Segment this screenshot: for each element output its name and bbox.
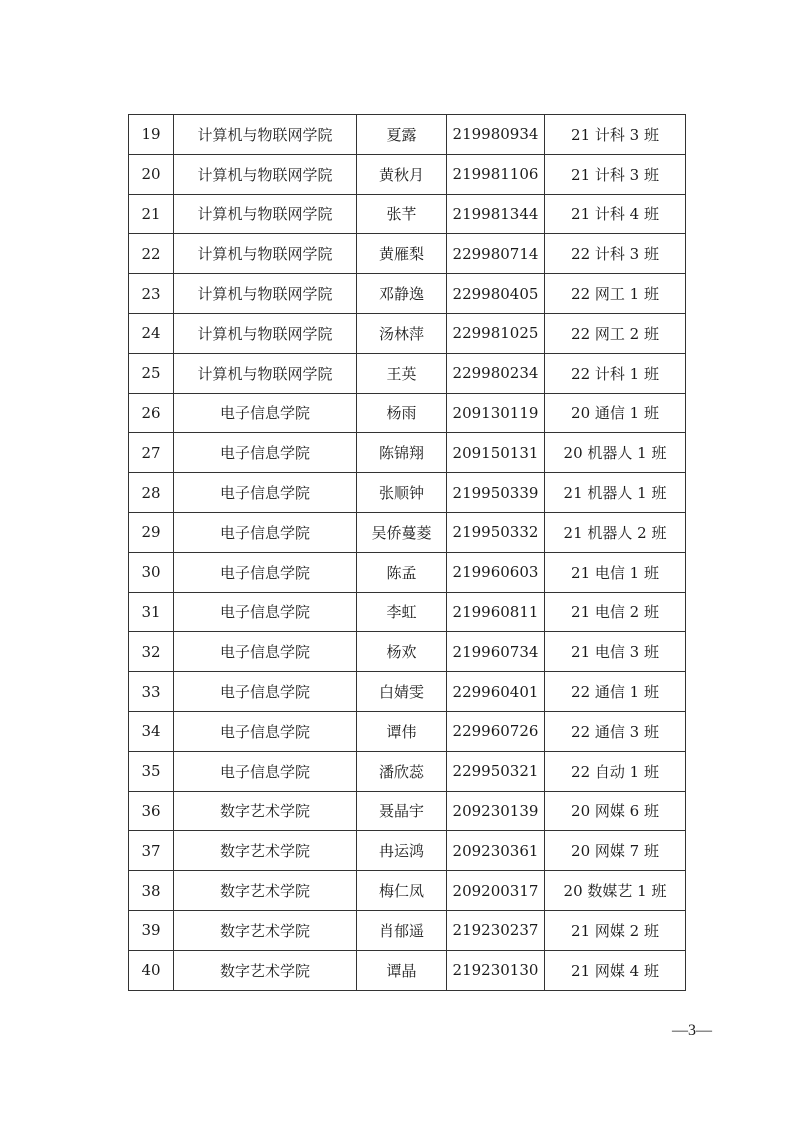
class-cell: 21 网媒 2 班 xyxy=(545,910,686,950)
college-cell: 计算机与物联网学院 xyxy=(174,313,357,353)
student-id-cell: 219980934 xyxy=(447,115,545,155)
row-number-cell: 34 xyxy=(129,711,174,751)
page-number: —3— xyxy=(672,1022,712,1039)
student-name-cell: 潘欣蕊 xyxy=(357,751,447,791)
class-cell: 22 通信 3 班 xyxy=(545,711,686,751)
class-cell: 22 网工 2 班 xyxy=(545,313,686,353)
college-cell: 电子信息学院 xyxy=(174,711,357,751)
row-number-cell: 35 xyxy=(129,751,174,791)
student-name-cell: 杨欢 xyxy=(357,632,447,672)
college-cell: 电子信息学院 xyxy=(174,512,357,552)
college-cell: 电子信息学院 xyxy=(174,632,357,672)
student-name-cell: 邓静逸 xyxy=(357,274,447,314)
college-cell: 电子信息学院 xyxy=(174,433,357,473)
row-number-cell: 29 xyxy=(129,512,174,552)
class-cell: 20 机器人 1 班 xyxy=(545,433,686,473)
table-row xyxy=(129,751,686,791)
class-cell: 21 电信 3 班 xyxy=(545,632,686,672)
college-cell: 电子信息学院 xyxy=(174,751,357,791)
table-row xyxy=(129,791,686,831)
student-name-cell: 张顺钟 xyxy=(357,473,447,513)
student-name-cell: 汤林萍 xyxy=(357,313,447,353)
student-id-cell: 219950339 xyxy=(447,473,545,513)
student-name-cell: 吴侨蔓菱 xyxy=(357,512,447,552)
table-row xyxy=(129,433,686,473)
class-cell: 21 机器人 1 班 xyxy=(545,473,686,513)
row-number-cell: 30 xyxy=(129,552,174,592)
student-name-cell: 杨雨 xyxy=(357,393,447,433)
college-cell: 电子信息学院 xyxy=(174,592,357,632)
row-number-cell: 38 xyxy=(129,871,174,911)
student-id-cell: 209200317 xyxy=(447,871,545,911)
student-id-cell: 229960726 xyxy=(447,711,545,751)
row-number-cell: 20 xyxy=(129,154,174,194)
student-id-cell: 229960401 xyxy=(447,672,545,712)
class-cell: 22 自动 1 班 xyxy=(545,751,686,791)
class-cell: 20 网媒 7 班 xyxy=(545,831,686,871)
student-id-cell: 209230139 xyxy=(447,791,545,831)
student-id-cell: 219960734 xyxy=(447,632,545,672)
student-name-cell: 张芊 xyxy=(357,194,447,234)
student-name-cell: 聂晶宇 xyxy=(357,791,447,831)
student-id-cell: 229980234 xyxy=(447,353,545,393)
student-name-cell: 夏露 xyxy=(357,115,447,155)
college-cell: 计算机与物联网学院 xyxy=(174,274,357,314)
college-cell: 数字艺术学院 xyxy=(174,950,357,990)
class-cell: 21 网媒 4 班 xyxy=(545,950,686,990)
row-number-cell: 40 xyxy=(129,950,174,990)
student-name-cell: 梅仁凤 xyxy=(357,871,447,911)
class-cell: 21 计科 4 班 xyxy=(545,194,686,234)
row-number-cell: 23 xyxy=(129,274,174,314)
class-cell: 20 通信 1 班 xyxy=(545,393,686,433)
student-id-cell: 229950321 xyxy=(447,751,545,791)
class-cell: 21 计科 3 班 xyxy=(545,115,686,155)
table-row xyxy=(129,194,686,234)
row-number-cell: 39 xyxy=(129,910,174,950)
table-row xyxy=(129,313,686,353)
college-cell: 数字艺术学院 xyxy=(174,871,357,911)
student-id-cell: 219230237 xyxy=(447,910,545,950)
row-number-cell: 31 xyxy=(129,592,174,632)
class-cell: 21 电信 1 班 xyxy=(545,552,686,592)
student-name-cell: 李虹 xyxy=(357,592,447,632)
table-row xyxy=(129,910,686,950)
student-id-cell: 229981025 xyxy=(447,313,545,353)
table-row xyxy=(129,552,686,592)
student-list-table xyxy=(128,114,686,991)
college-cell: 计算机与物联网学院 xyxy=(174,234,357,274)
college-cell: 电子信息学院 xyxy=(174,552,357,592)
college-cell: 电子信息学院 xyxy=(174,672,357,712)
class-cell: 22 计科 3 班 xyxy=(545,234,686,274)
student-id-cell: 219960603 xyxy=(447,552,545,592)
student-name-cell: 黄秋月 xyxy=(357,154,447,194)
college-cell: 电子信息学院 xyxy=(174,473,357,513)
row-number-cell: 25 xyxy=(129,353,174,393)
student-id-cell: 219950332 xyxy=(447,512,545,552)
row-number-cell: 36 xyxy=(129,791,174,831)
student-id-cell: 219981106 xyxy=(447,154,545,194)
student-id-cell: 209230361 xyxy=(447,831,545,871)
row-number-cell: 37 xyxy=(129,831,174,871)
table-row xyxy=(129,473,686,513)
row-number-cell: 19 xyxy=(129,115,174,155)
table-row xyxy=(129,711,686,751)
student-name-cell: 黄雁梨 xyxy=(357,234,447,274)
row-number-cell: 33 xyxy=(129,672,174,712)
table-row xyxy=(129,393,686,433)
student-name-cell: 谭晶 xyxy=(357,950,447,990)
student-name-cell: 肖郁遥 xyxy=(357,910,447,950)
table-row xyxy=(129,274,686,314)
row-number-cell: 27 xyxy=(129,433,174,473)
class-cell: 20 网媒 6 班 xyxy=(545,791,686,831)
table-row xyxy=(129,512,686,552)
student-id-cell: 229980405 xyxy=(447,274,545,314)
class-cell: 21 电信 2 班 xyxy=(545,592,686,632)
row-number-cell: 28 xyxy=(129,473,174,513)
class-cell: 22 通信 1 班 xyxy=(545,672,686,712)
row-number-cell: 24 xyxy=(129,313,174,353)
class-cell: 20 数媒艺 1 班 xyxy=(545,871,686,911)
table-row xyxy=(129,353,686,393)
class-cell: 22 计科 1 班 xyxy=(545,353,686,393)
student-name-cell: 陈锦翔 xyxy=(357,433,447,473)
table-row xyxy=(129,115,686,155)
table-row xyxy=(129,234,686,274)
table-row xyxy=(129,831,686,871)
student-id-cell: 219960811 xyxy=(447,592,545,632)
student-name-cell: 王英 xyxy=(357,353,447,393)
table-row xyxy=(129,592,686,632)
table-row xyxy=(129,154,686,194)
college-cell: 数字艺术学院 xyxy=(174,791,357,831)
table-row xyxy=(129,672,686,712)
college-cell: 数字艺术学院 xyxy=(174,831,357,871)
row-number-cell: 22 xyxy=(129,234,174,274)
student-id-cell: 209150131 xyxy=(447,433,545,473)
college-cell: 计算机与物联网学院 xyxy=(174,115,357,155)
student-id-cell: 219981344 xyxy=(447,194,545,234)
college-cell: 数字艺术学院 xyxy=(174,910,357,950)
college-cell: 计算机与物联网学院 xyxy=(174,353,357,393)
class-cell: 22 网工 1 班 xyxy=(545,274,686,314)
table-body xyxy=(129,115,686,991)
student-name-cell: 冉运鸿 xyxy=(357,831,447,871)
student-id-cell: 209130119 xyxy=(447,393,545,433)
row-number-cell: 21 xyxy=(129,194,174,234)
student-id-cell: 229980714 xyxy=(447,234,545,274)
class-cell: 21 计科 3 班 xyxy=(545,154,686,194)
row-number-cell: 32 xyxy=(129,632,174,672)
table-row xyxy=(129,632,686,672)
class-cell: 21 机器人 2 班 xyxy=(545,512,686,552)
college-cell: 计算机与物联网学院 xyxy=(174,194,357,234)
college-cell: 电子信息学院 xyxy=(174,393,357,433)
student-name-cell: 白婧雯 xyxy=(357,672,447,712)
student-id-cell: 219230130 xyxy=(447,950,545,990)
student-name-cell: 陈孟 xyxy=(357,552,447,592)
row-number-cell: 26 xyxy=(129,393,174,433)
student-name-cell: 谭伟 xyxy=(357,711,447,751)
college-cell: 计算机与物联网学院 xyxy=(174,154,357,194)
table-row xyxy=(129,950,686,990)
table-row xyxy=(129,871,686,911)
